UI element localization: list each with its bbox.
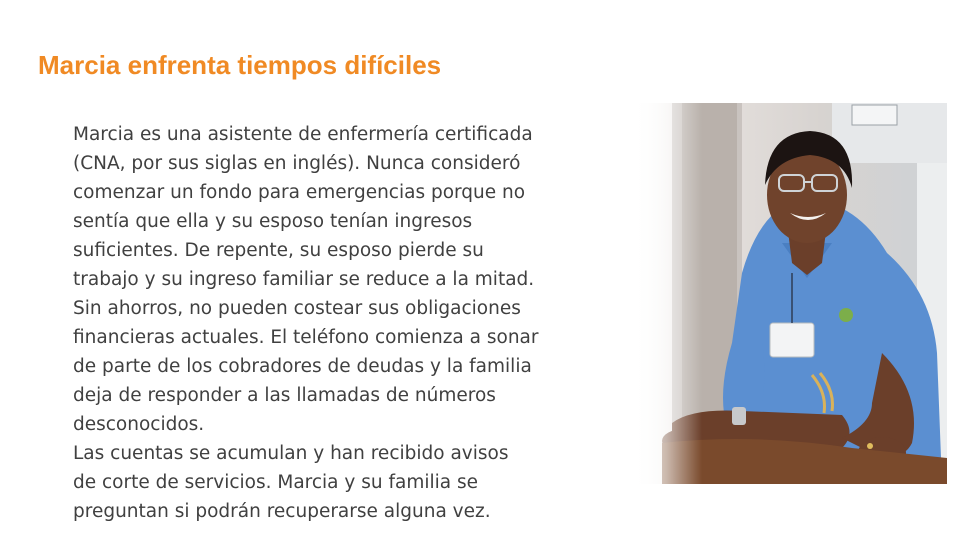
wall-sign: [852, 105, 897, 125]
story-paragraph-2: Las cuentas se acumulan y han recibido avisos de corte de servicios. Marcia y su familia se preguntan si podrán recuperarse alguna vez.: [73, 443, 509, 522]
story-paragraph-1: Marcia es una asistente de enfermería certificada (CNA, por sus siglas en inglés). Nunca consideró comenzar un fondo para emergencias porque no sentía que ella y su esposo tenían ingresos suficientes. De repente, su esposo pierde su trabajo y su ingreso familiar se reduce a la mitad. Sin ahorros, no pueden costear sus obligaciones financieras actuales. El teléfono comienza a sonar de parte de los cobradores de deudas y la familia deja de responder a las llamadas de números desconocidos.: [73, 124, 539, 435]
photo-fade-edge: [632, 103, 702, 484]
clinic-logo-icon: [839, 308, 853, 322]
ring: [867, 443, 873, 449]
nurse-photo: [632, 103, 947, 484]
wristwatch: [732, 407, 746, 425]
id-badge: [770, 323, 814, 357]
story-text: [73, 120, 573, 526]
slide-title: Marcia enfrenta tiempos difíciles: [38, 50, 442, 80]
